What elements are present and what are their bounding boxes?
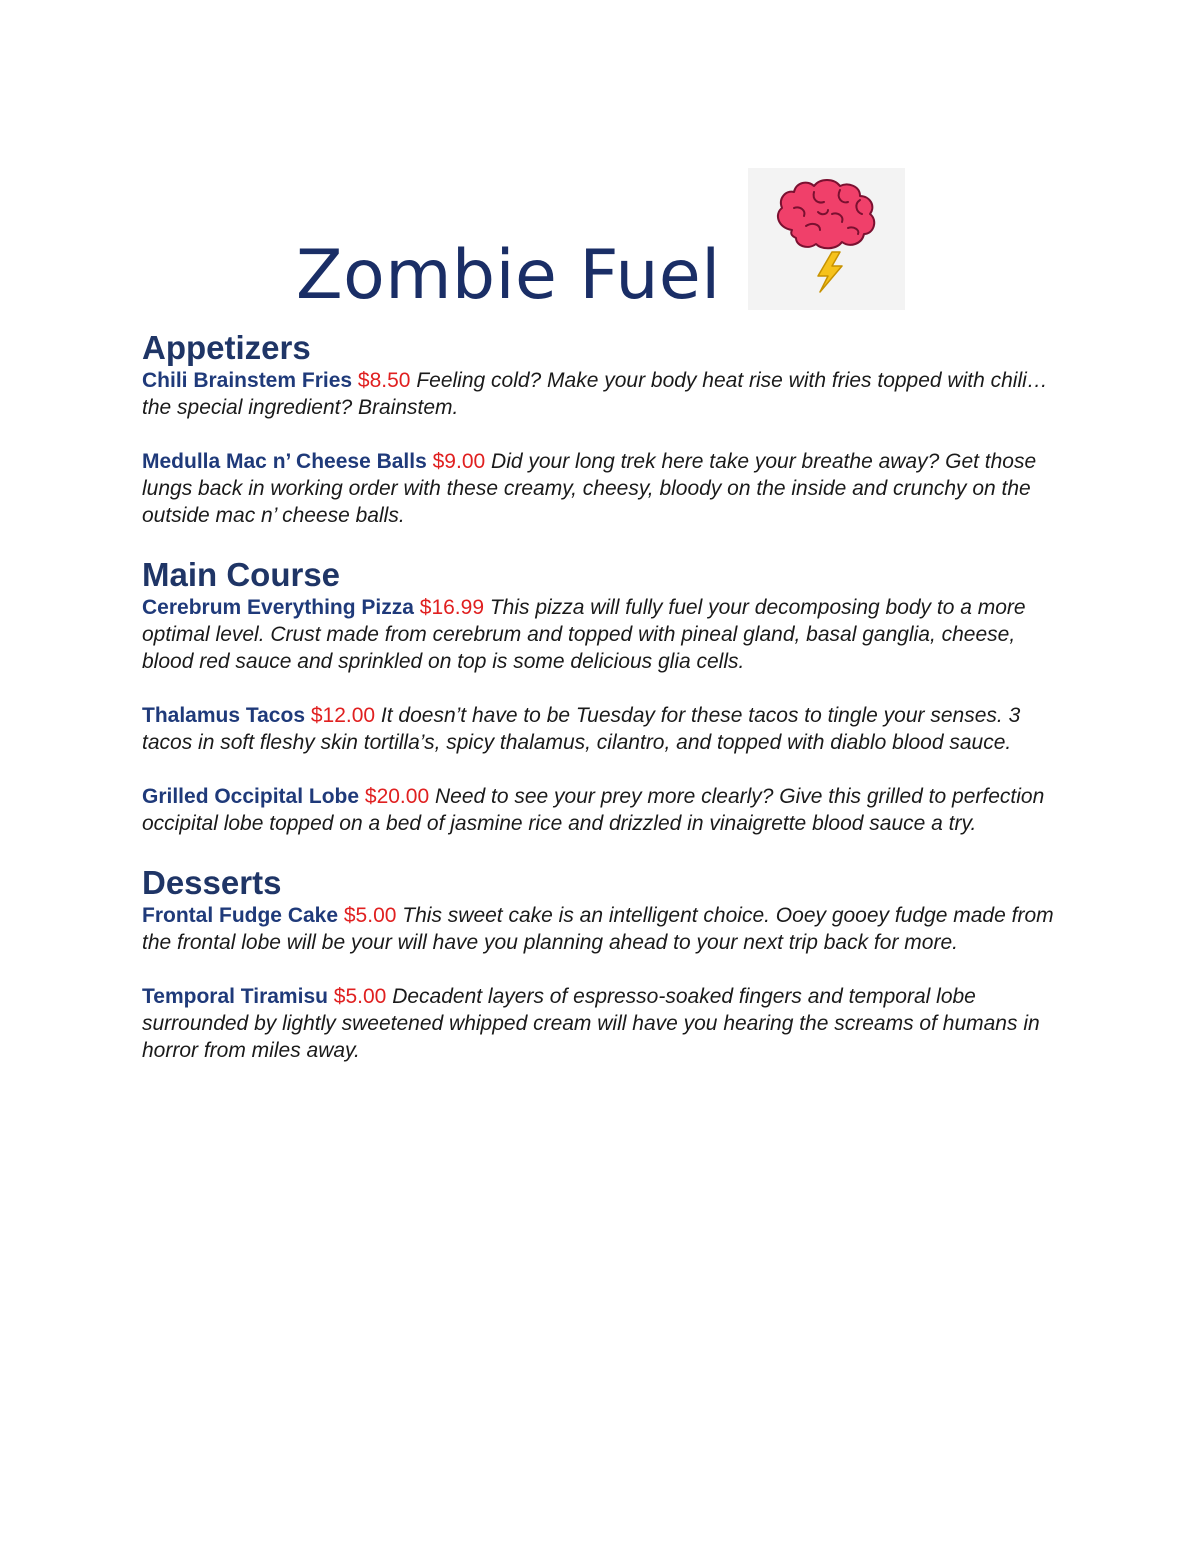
item-description: Feeling cold? Make your body heat rise with fries topped with chili… the special ingredient? Brainstem. — [142, 369, 1048, 419]
item-description: It doesn’t have to be Tuesday for these tacos to tingle your senses. 3 tacos in soft fleshy skin tortilla’s, spicy thalamus, cilantro, and topped with diablo blood sauce. — [142, 704, 1021, 754]
brain-lightning-icon — [748, 168, 905, 310]
item-price: $12.00 — [310, 704, 376, 727]
item-name: Frontal Fudge Cake — [142, 904, 339, 927]
title-row — [296, 168, 916, 315]
menu-item — [142, 594, 1062, 675]
menu-item — [142, 783, 1062, 837]
menu-item — [142, 448, 1062, 529]
item-name: Medulla Mac n’ Cheese Balls — [142, 450, 427, 473]
section-heading: Desserts — [142, 864, 282, 901]
menu-item — [142, 702, 1062, 756]
item-price: $16.99 — [419, 596, 484, 619]
section-desserts — [142, 864, 1062, 1064]
item-description: This sweet cake is an intelligent choice. Ooey gooey fudge made from the frontal lobe will be your will have you planning ahead to your next trip back for more. — [142, 904, 1054, 954]
item-description: Did your long trek here take your breathe away? Get those lungs back in working order with these creamy, cheesy, bloody on the inside and crunchy on the outside mac n’ cheese balls. — [142, 450, 1037, 527]
section-appetizers — [142, 329, 1062, 529]
item-price: $8.50 — [357, 369, 411, 392]
item-price: $20.00 — [364, 785, 430, 808]
section-heading: Main Course — [142, 556, 341, 593]
menu-item — [142, 902, 1062, 956]
item-description: Need to see your prey more clearly? Give this grilled to perfection occipital lobe topped on a bed of jasmine rice and drizzled in vinaigrette blood sauce a try. — [142, 785, 1045, 835]
item-name: Temporal Tiramisu — [142, 985, 328, 1008]
item-price: $9.00 — [432, 450, 486, 473]
section-main-course — [142, 556, 1062, 837]
item-name: Cerebrum Everything Pizza — [142, 596, 414, 619]
menu-content — [142, 329, 1062, 1091]
item-price: $5.00 — [343, 904, 397, 927]
item-name: Grilled Occipital Lobe — [142, 785, 360, 808]
menu-title: Zombie Fuel — [296, 236, 721, 315]
item-description: This pizza will fully fuel your decomposing body to a more optimal level. Crust made from cerebrum and topped with pineal gland, basal ganglia, cheese, blood red sauce and sprinkled on top is some delicious glia cells. — [142, 596, 1026, 673]
menu-item — [142, 367, 1062, 421]
item-name: Thalamus Tacos — [142, 704, 305, 727]
section-heading: Appetizers — [142, 329, 311, 366]
item-price: $5.00 — [333, 985, 387, 1008]
item-description: Decadent layers of espresso-soaked fingers and temporal lobe surrounded by lightly sweetened whipped cream will have you hearing the screams of humans in horror from miles away. — [142, 985, 1040, 1062]
item-name: Chili Brainstem Fries — [142, 369, 353, 392]
menu-item — [142, 983, 1062, 1064]
